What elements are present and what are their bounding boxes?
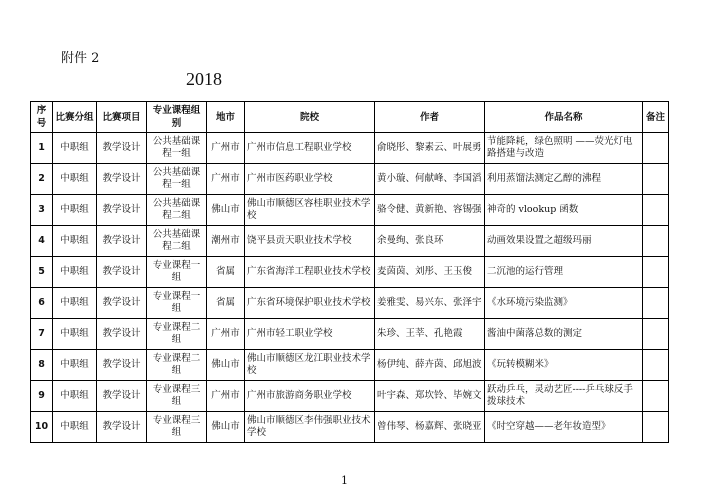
row-number: 4	[31, 226, 53, 257]
row-number: 8	[31, 350, 53, 381]
item-cell: 教学设计	[97, 257, 147, 288]
authors-cell: 杨伊纯、薛卉茵、邱旭波	[375, 350, 485, 381]
city-cell: 潮州市	[207, 226, 245, 257]
school-cell: 广东省海洋工程职业技术学校	[245, 257, 375, 288]
item-cell: 教学设计	[97, 412, 147, 443]
group-cell: 中职组	[53, 381, 97, 412]
table-row	[31, 226, 669, 257]
group-cell: 中职组	[53, 288, 97, 319]
school-cell: 广州市信息工程职业学校	[245, 133, 375, 164]
city-cell: 佛山市	[207, 195, 245, 226]
row-number: 9	[31, 381, 53, 412]
course-cell: 专业课程三组	[147, 381, 207, 412]
work-title-cell: 《水环境污染监测》	[485, 288, 643, 319]
authors-cell: 姜雅雯、易兴东、张泽宇	[375, 288, 485, 319]
city-cell: 佛山市	[207, 350, 245, 381]
table-row	[31, 257, 669, 288]
item-cell: 教学设计	[97, 164, 147, 195]
course-cell: 专业课程二组	[147, 319, 207, 350]
work-title-cell: 动画效果设置之超级玛丽	[485, 226, 643, 257]
course-cell: 专业课程二组	[147, 350, 207, 381]
group-cell: 中职组	[53, 319, 97, 350]
work-title-cell: 二沉池的运行管理	[485, 257, 643, 288]
item-cell: 教学设计	[97, 133, 147, 164]
city-cell: 广州市	[207, 319, 245, 350]
school-cell: 佛山市顺德区龙江职业技术学校	[245, 350, 375, 381]
table-row	[31, 288, 669, 319]
note-cell	[643, 133, 669, 164]
col-header: 作者	[375, 102, 485, 133]
note-cell	[643, 164, 669, 195]
work-title-cell: 《时空穿越——老年妆造型》	[485, 412, 643, 443]
group-cell: 中职组	[53, 195, 97, 226]
item-cell: 教学设计	[97, 319, 147, 350]
city-cell: 佛山市	[207, 412, 245, 443]
work-title-cell: 《玩转模糊米》	[485, 350, 643, 381]
row-number: 1	[31, 133, 53, 164]
city-cell: 广州市	[207, 133, 245, 164]
item-cell: 教学设计	[97, 350, 147, 381]
col-header: 院校	[245, 102, 375, 133]
course-cell: 专业课程一组	[147, 288, 207, 319]
work-title-cell: 神奇的 vlookup 函数	[485, 195, 643, 226]
row-number: 3	[31, 195, 53, 226]
work-title-cell: 节能降耗，绿色照明 ——荧光灯电路搭建与改造	[485, 133, 643, 164]
course-cell: 公共基础课程一组	[147, 164, 207, 195]
item-cell: 教学设计	[97, 226, 147, 257]
group-cell: 中职组	[53, 412, 97, 443]
table-row	[31, 133, 669, 164]
work-title-cell: 跃动乒乓，灵动艺匠----乒乓球反手拨球技术	[485, 381, 643, 412]
school-cell: 广州市旅游商务职业学校	[245, 381, 375, 412]
school-cell: 广州市医药职业学校	[245, 164, 375, 195]
table-row	[31, 412, 669, 443]
authors-cell: 叶宇森、郑坎铃、毕婉文	[375, 381, 485, 412]
table-header-row	[31, 102, 669, 133]
authors-cell: 朱珍、王莘、孔艳霞	[375, 319, 485, 350]
city-cell: 省属	[207, 257, 245, 288]
year-heading: 2018	[186, 69, 222, 89]
school-cell: 饶平县贡天职业技术学校	[245, 226, 375, 257]
row-number: 2	[31, 164, 53, 195]
note-cell	[643, 412, 669, 443]
school-cell: 广州市轻工职业学校	[245, 319, 375, 350]
school-cell: 佛山市顺德区李伟强职业技术学校	[245, 412, 375, 443]
table-row	[31, 195, 669, 226]
course-cell: 公共基础课程二组	[147, 195, 207, 226]
authors-cell: 余曼绚、张良环	[375, 226, 485, 257]
school-cell: 佛山市顺德区容桂职业技术学校	[245, 195, 375, 226]
attachment-label: 附件 2	[61, 51, 100, 66]
note-cell	[643, 319, 669, 350]
school-cell: 广东省环境保护职业技术学校	[245, 288, 375, 319]
item-cell: 教学设计	[97, 195, 147, 226]
course-cell: 公共基础课程一组	[147, 133, 207, 164]
group-cell: 中职组	[53, 226, 97, 257]
row-number: 5	[31, 257, 53, 288]
note-cell	[643, 195, 669, 226]
course-cell: 专业课程一组	[147, 257, 207, 288]
authors-cell: 曾伟琴、杨嘉辉、张晓亚	[375, 412, 485, 443]
city-cell: 广州市	[207, 164, 245, 195]
row-number: 6	[31, 288, 53, 319]
row-number: 10	[31, 412, 53, 443]
authors-cell: 俞晓彤、黎素云、叶展勇	[375, 133, 485, 164]
course-cell: 公共基础课程二组	[147, 226, 207, 257]
group-cell: 中职组	[53, 257, 97, 288]
col-header: 地市	[207, 102, 245, 133]
authors-cell: 黄小璇、何献峰、李国滔	[375, 164, 485, 195]
note-cell	[643, 350, 669, 381]
group-cell: 中职组	[53, 164, 97, 195]
item-cell: 教学设计	[97, 288, 147, 319]
city-cell: 广州市	[207, 381, 245, 412]
authors-cell: 麦茵茵、刘彤、王玉俊	[375, 257, 485, 288]
group-cell: 中职组	[53, 350, 97, 381]
course-cell: 专业课程三组	[147, 412, 207, 443]
col-header: 序号	[31, 102, 53, 133]
row-number: 7	[31, 319, 53, 350]
note-cell	[643, 257, 669, 288]
col-header: 备注	[643, 102, 669, 133]
table-row	[31, 381, 669, 412]
col-header: 比赛分组	[53, 102, 97, 133]
col-header: 作品名称	[485, 102, 643, 133]
work-title-cell: 酱油中菌落总数的测定	[485, 319, 643, 350]
item-cell: 教学设计	[97, 381, 147, 412]
work-title-cell: 利用蒸馏法测定乙醇的沸程	[485, 164, 643, 195]
col-header: 专业课程组别	[147, 102, 207, 133]
authors-cell: 骆令健、黄新艳、容锡强	[375, 195, 485, 226]
note-cell	[643, 381, 669, 412]
award-table	[30, 101, 669, 443]
page-number: 1	[341, 474, 348, 487]
note-cell	[643, 226, 669, 257]
col-header: 比赛项目	[97, 102, 147, 133]
table-row	[31, 319, 669, 350]
note-cell	[643, 288, 669, 319]
table-row	[31, 164, 669, 195]
group-cell: 中职组	[53, 133, 97, 164]
city-cell: 省属	[207, 288, 245, 319]
table-row	[31, 350, 669, 381]
